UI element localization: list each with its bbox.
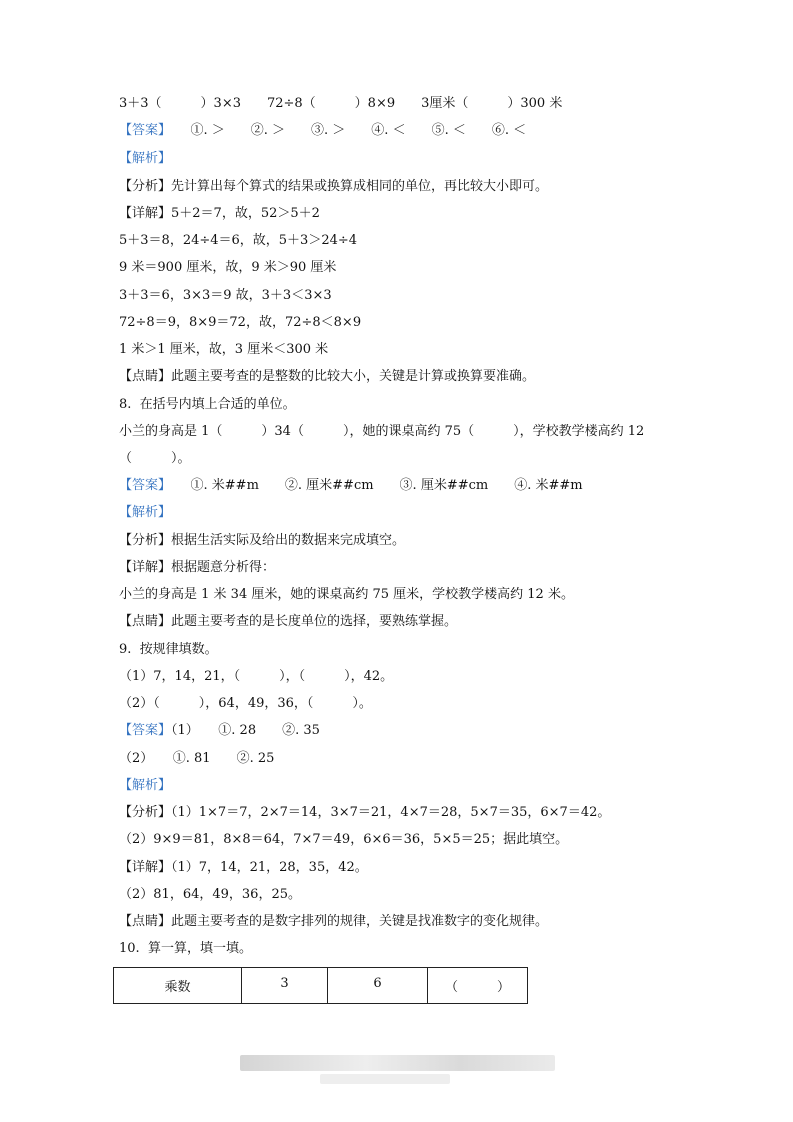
section-tag: 【解析】 <box>119 151 172 166</box>
line-text: 【分析】（1）1×7＝7，2×7＝14，3×7＝21，4×7＝28，5×7＝35，6×7＝42。 <box>119 805 611 820</box>
line-text: （2）9×9＝81，8×8＝64，7×7＝49，6×6＝36，5×5＝25；据此填空。 <box>119 832 569 847</box>
text-line <box>119 587 574 603</box>
line-text: ①. 米##m ②. 厘米##cm ③. 厘米##cm ④. 米##m <box>164 478 583 493</box>
line-text: 5＋3＝8，24÷4＝6，故，5＋3＞24÷4 <box>119 233 358 248</box>
text-line <box>119 424 644 440</box>
line-text: 【点睛】此题主要考查的是数字排列的规律，关键是找准数字的变化规律。 <box>119 914 549 929</box>
table-row <box>114 968 528 1004</box>
text-line <box>119 206 320 222</box>
line-text: 小兰的身高是 1 米 34 厘米，她的课桌高约 75 厘米，学校教学楼高约 12 米。 <box>119 587 574 602</box>
table-cell: 3 <box>242 968 328 1004</box>
blurred-watermark-line <box>320 1074 450 1084</box>
text-line <box>119 451 191 467</box>
line-text: 【详解】5＋2＝7，故，52＞5＋2 <box>119 206 320 221</box>
text-line <box>119 533 405 549</box>
text-line <box>119 151 171 167</box>
line-text: （1）7，14，21，（ ），（ ），42。 <box>119 669 394 684</box>
section-tag: 【解析】 <box>119 778 172 793</box>
text-line <box>119 560 275 576</box>
text-line <box>119 778 171 794</box>
line-text: ①. ＞ ②. ＞ ③. ＞ ④. ＜ ⑤. ＜ ⑥. ＜ <box>164 123 527 138</box>
text-line <box>119 805 610 821</box>
section-tag: 【答案】 <box>119 478 165 493</box>
text-line <box>119 860 368 876</box>
text-line <box>119 288 332 304</box>
text-line <box>119 342 328 358</box>
line-text: 1 米＞1 厘米，故，3 厘米＜300 米 <box>119 342 329 357</box>
text-line <box>119 260 336 276</box>
section-tag: 【答案】 <box>119 723 172 738</box>
line-text: 【详解】（1）7，14，21，28，35，42。 <box>119 860 368 875</box>
section-tag: 【答案】 <box>119 123 165 138</box>
text-line <box>119 642 218 658</box>
text-line <box>119 96 562 112</box>
text-line <box>119 397 296 413</box>
text-line <box>119 696 372 712</box>
text-line <box>119 478 583 494</box>
text-line <box>119 505 171 521</box>
line-text: 8. 在括号内填上合适的单位。 <box>119 397 296 412</box>
line-text: 3＋3（ ）3×3 72÷8（ ）8×9 3厘米（ ）300 米 <box>119 96 563 111</box>
text-line <box>119 832 568 848</box>
line-text: 【点睛】此题主要考查的是整数的比较大小，关键是计算或换算要准确。 <box>119 369 536 384</box>
text-line <box>119 723 320 739</box>
table-cell-header: 乘数 <box>114 968 242 1004</box>
line-text: 10. 算一算，填一填。 <box>119 941 252 956</box>
line-text: （2） ①. 81 ②. 25 <box>119 751 275 766</box>
line-text: 3＋3＝6，3×3＝9 故，3＋3＜3×3 <box>119 288 332 303</box>
line-text: 小兰的身高是 1（ ）34（ ），她的课桌高约 75（ ），学校教学楼高约 12 <box>119 424 645 439</box>
line-text: （2）81，64，49，36，25。 <box>119 887 301 902</box>
text-line <box>119 315 361 331</box>
text-line <box>119 941 252 957</box>
text-line <box>119 887 301 903</box>
text-line <box>119 369 535 385</box>
text-line <box>119 669 393 685</box>
text-line <box>119 914 548 930</box>
blurred-watermark <box>240 1055 555 1071</box>
table-cell: 6 <box>328 968 428 1004</box>
multiplication-table <box>113 967 528 1004</box>
line-text: （2）（ ），64，49，36，（ ）。 <box>119 696 372 711</box>
text-line <box>119 123 526 139</box>
text-line <box>119 233 357 249</box>
line-text: 【分析】根据生活实际及给出的数据来完成填空。 <box>119 533 406 548</box>
text-line <box>119 179 548 195</box>
text-line <box>119 751 274 767</box>
line-text: 【点睛】此题主要考查的是长度单位的选择，要熟练掌握。 <box>119 614 458 629</box>
line-text: 9. 按规律填数。 <box>119 642 218 657</box>
section-tag: 【解析】 <box>119 505 172 520</box>
line-text: （ ）。 <box>119 451 191 466</box>
line-text: 72÷8＝9，8×9＝72，故，72÷8＜8×9 <box>119 315 362 330</box>
table-cell-blank: （ ） <box>428 968 528 1004</box>
line-text: （1） ①. 28 ②. 35 <box>171 723 320 738</box>
text-line <box>119 614 457 630</box>
line-text: 【分析】先计算出每个算式的结果或换算成相同的单位，再比较大小即可。 <box>119 179 549 194</box>
line-text: 【详解】根据题意分析得： <box>119 560 276 575</box>
line-text: 9 米＝900 厘米，故，9 米＞90 厘米 <box>119 260 337 275</box>
